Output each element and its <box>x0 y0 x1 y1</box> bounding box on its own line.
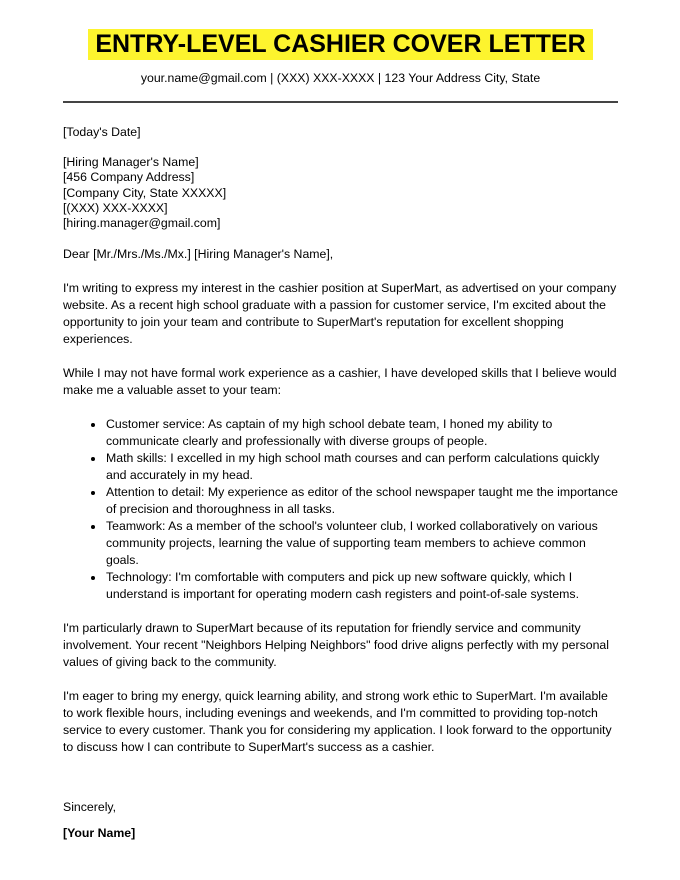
recipient-city-line: [Company City, State XXXXX] <box>63 185 227 200</box>
salutation: Dear [Mr./Mrs./Ms./Mx.] [Hiring Manager's Name], <box>63 247 334 262</box>
closing-paragraph: I'm eager to bring my energy, quick learning ability, and strong work ethic to SuperMart. I'm available to work flexible hours, including evenings and weekends, and I'm committed to providing top-notch service to every customer. Thank you for considering my application. I look forward to the opportunity to discuss how I can contribute to SuperMart's success as a cashier. <box>63 689 612 755</box>
page-title <box>63 29 618 60</box>
signature-name: [Your Name] <box>63 826 136 841</box>
page-title-highlight: ENTRY-LEVEL CASHIER COVER LETTER <box>88 29 592 60</box>
valediction: Sincerely, <box>63 800 117 815</box>
community-paragraph: I'm particularly drawn to SuperMart because of its reputation for friendly service and community involvement. Your recent "Neighbors Helping Neighbors" food drive aligns perfectly with my personal values of giving back to the community. <box>63 621 609 670</box>
intro-paragraph: I'm writing to express my interest in the cashier position at SuperMart, as advertised on your company website. As a recent high school graduate with a passion for customer service, I'm excited about the opportunity to join your team and contribute to SuperMart's reputation for excellent shopping experiences. <box>63 281 617 347</box>
header-divider <box>63 101 618 103</box>
list-item: • Math skills: I excelled in my high school math courses and can perform calculations quickly and accurately in my head. <box>105 450 618 484</box>
date-line: [Today's Date] <box>63 125 141 139</box>
recipient-phone-line: [(XXX) XXX-XXXX] <box>63 200 168 215</box>
recipient-address-line: [456 Company Address] <box>63 170 195 185</box>
list-item: • Customer service: As captain of my high school debate team, I honed my ability to communicate clearly and professionally with diverse groups of people. <box>105 416 618 450</box>
skills-intro-paragraph: While I may not have formal work experience as a cashier, I have developed skills that I believe would make me a valuable asset to your team: <box>63 366 617 398</box>
recipient-block <box>63 155 618 231</box>
contact-line: your.name@gmail.com | (XXX) XXX-XXXX | 123 Your Address City, State <box>140 71 541 85</box>
skills-list <box>63 416 618 603</box>
list-item: • Technology: I'm comfortable with computers and pick up new software quickly, which I understand is important for operating modern cash registers and point-of-sale systems. <box>105 569 618 603</box>
recipient-name-line: [Hiring Manager's Name] <box>63 155 199 169</box>
list-item: • Teamwork: As a member of the school's volunteer club, I worked collaboratively on various community projects, learning the value of supporting team members to achieve common goals. <box>105 518 618 569</box>
list-item: • Attention to detail: My experience as editor of the school newspaper taught me the importance of precision and thoroughness in all tasks. <box>105 484 618 518</box>
recipient-email-line: [hiring.manager@gmail.com] <box>63 216 221 231</box>
